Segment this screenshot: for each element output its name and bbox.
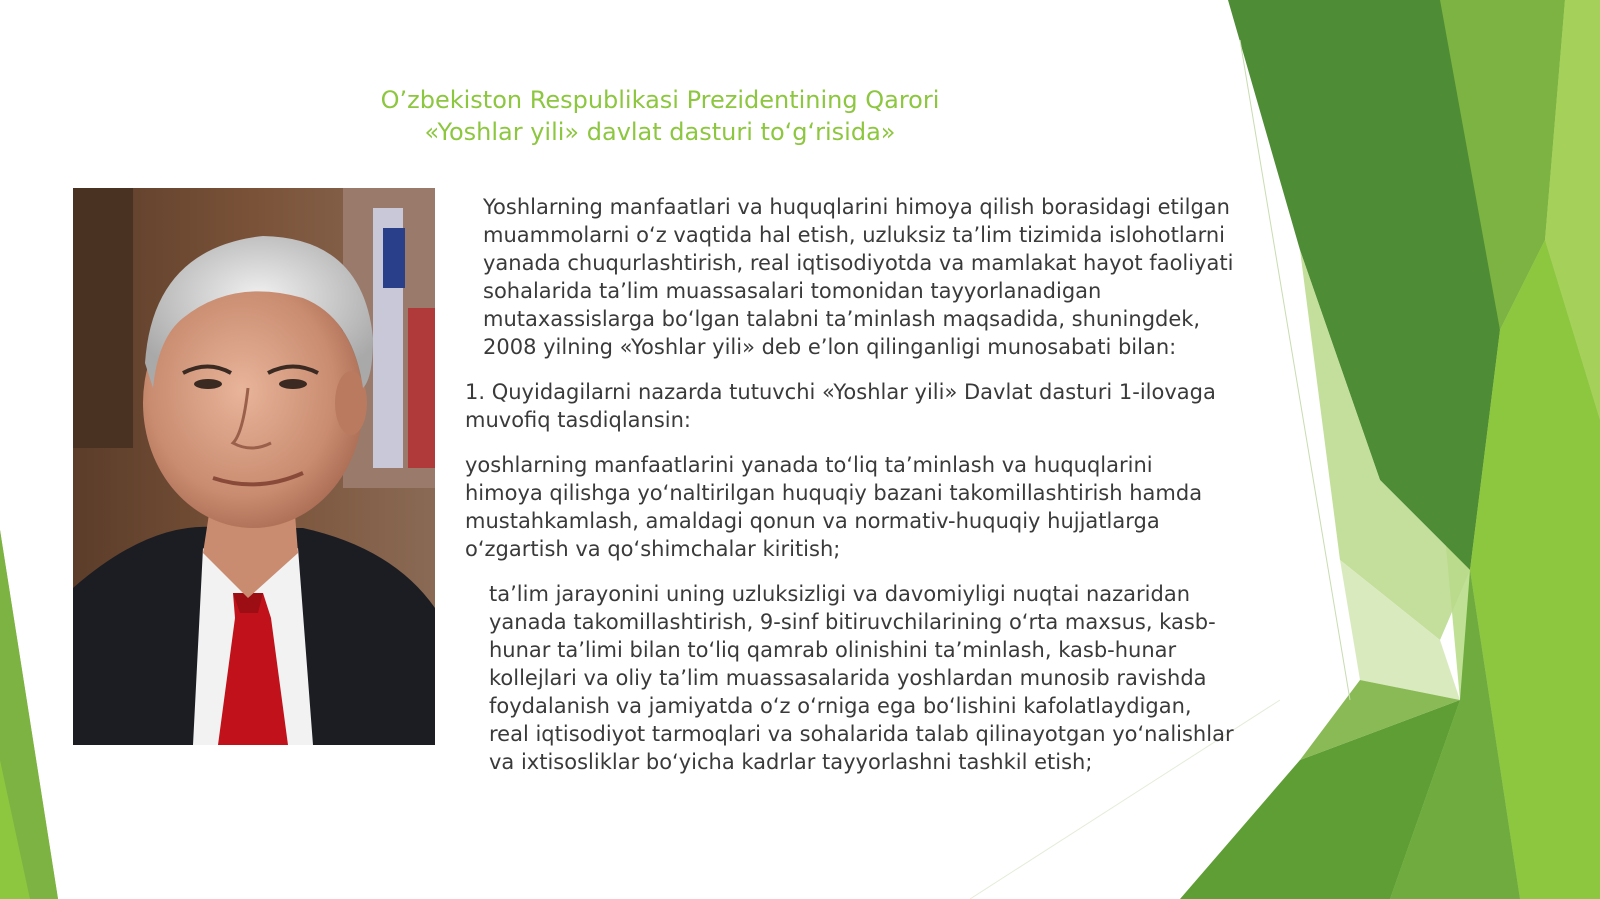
- title-line-1: O’zbekiston Respublikasi Prezidentining Qarori: [380, 86, 940, 114]
- slide-title: [300, 84, 1020, 148]
- paragraph-item-3: ta’lim jarayonini uning uzluksizligi va davomiyligi nuqtai nazaridan yanada takomillashtirish, 9-sinf bitiruvchilarining o‘rta maxsus, kasb-hunar ta’limi bilan to‘liq qamrab olinishini ta’minlash, kasb-hunar kollejlari va oliy ta’lim muassasalarida yoshlardan munosib ravishda foydalanish va jamiyatda o‘z o‘rniga ega bo‘lishini kafolatlaydigan, real iqtisodiyot tarmoqlari va sohalarida talab qilinayotgan yo‘nalishlar va ixtisosliklar bo‘yicha kadrlar tayyorlashni tashkil etish;: [489, 582, 1234, 774]
- decree-text: [465, 193, 1235, 793]
- paragraph-item-2: yoshlarning manfaatlarini yanada to‘liq ta’minlash va huquqlarini himoya qilishga yo‘naltirilgan huquqiy bazani takomillashtirish hamda mustahkamlash, amaldagi qonun va normativ-huquqiy hujjatlarga o‘zgartish va qo‘shimchalar kiritish;: [465, 453, 1203, 561]
- portrait-photo: [73, 188, 435, 745]
- title-line-2: «Yoshlar yili» davlat dasturi to‘g‘risida»: [424, 118, 896, 146]
- paragraph-item-1: 1. Quyidagilarni nazarda tutuvchi «Yoshlar yili» Davlat dasturi 1-ilovaga muvofiq tasdiqlansin:: [465, 380, 1216, 432]
- paragraph-preamble: Yoshlarning manfaatlari va huquqlarini himoya qilish borasidagi etilgan muammolarni o‘z vaqtida hal etish, uzluksiz ta’lim tizimida islohotlarni yanada chuqurlashtirish, real iqtisodiyotda va mamlakat hayot faoliyati sohalarida ta’lim muassasalari tomonidan tayyorlanadigan mutaxassislarga bo‘lgan talabni ta’minlash maqsadida, shuningdek, 2008 yilning «Yoshlar yili» deb e’lon qilinganligi munosabati bilan:: [483, 195, 1234, 359]
